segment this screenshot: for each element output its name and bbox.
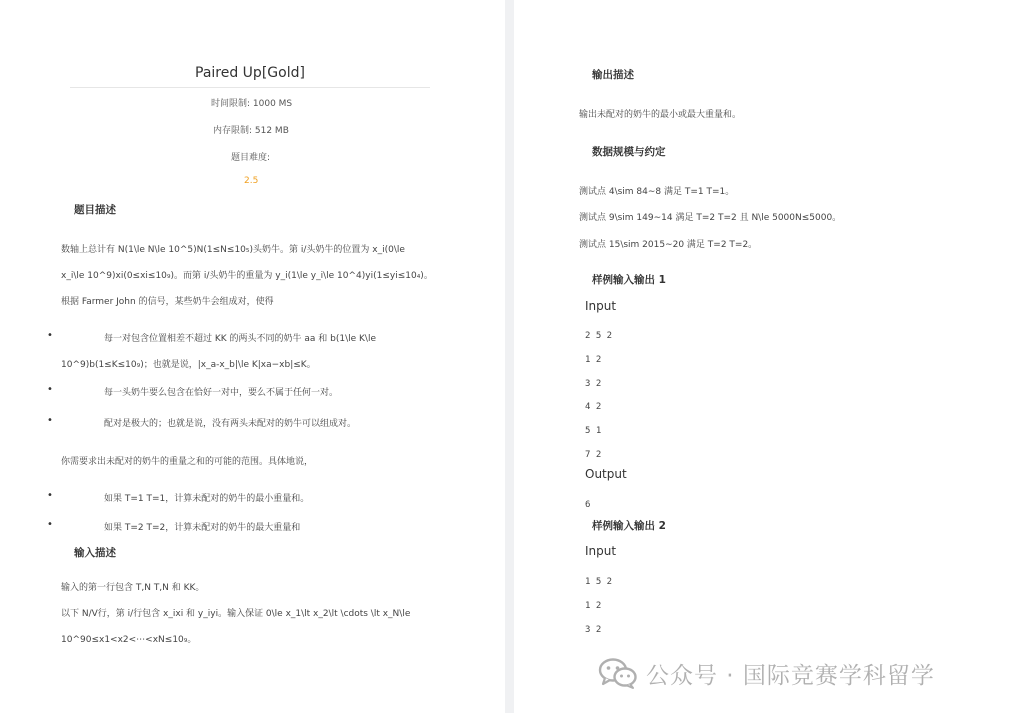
- problem-title: Paired Up[Gold]: [195, 65, 305, 81]
- output-description: 输出未配对的奶牛的最小或最大重量和。: [579, 110, 742, 120]
- section-input-heading: 输入描述: [74, 547, 116, 559]
- description-line-3: 根据 Farmer John 的信号，某些奶牛会组成对，使得: [61, 297, 274, 307]
- sample1-input-line: 7 2: [585, 450, 602, 460]
- sample1-input-label: Input: [585, 299, 617, 313]
- sample2-heading: 样例输入输出 2: [592, 520, 666, 532]
- sample1-heading: 样例输入输出 1: [592, 274, 666, 286]
- left-page: [0, 0, 505, 713]
- input-line-2: 以下 N/V行，第 i/行包含 x_ixi 和 y_iyi。输入保证 0\le x_1\lt x_2\lt \cdots \lt x_N\le: [61, 609, 411, 619]
- title-divider: [70, 87, 430, 88]
- sample1-output-line: 6: [585, 500, 591, 510]
- watermark: [598, 656, 935, 690]
- sample1-input-line: 1 2: [585, 355, 602, 365]
- sample2-input-line: 3 2: [585, 625, 602, 635]
- bullet-t1: 如果 T=1 T=1，计算未配对的奶牛的最小重量和。: [104, 494, 310, 504]
- input-line-3: 10^90≤x1<x2<⋯<xN≤10₉。: [61, 635, 197, 645]
- sample1-input-line: 3 2: [585, 379, 602, 389]
- description-line-2: x_i\le 10^9)xi(0≤xi≤10₉)。而第 i/头奶牛的重量为 y_i(1\le y_i\le 10^4)yi(1≤yi≤10₄)。: [61, 271, 433, 281]
- bullet-item-3: 配对是极大的；也就是说，没有两头未配对的奶牛可以组成对。: [104, 419, 357, 429]
- bullet-dot: •: [47, 415, 53, 426]
- watermark-text: 公众号 · 国际竞赛学科留学: [646, 662, 935, 689]
- sample1-input-line: 2 5 2: [585, 331, 613, 341]
- bullet-dot: •: [47, 330, 53, 341]
- limit-line-2: 测试点 9\sim 149∼14 满足 T=2 T=2 且 N\le 5000N≤5000。: [579, 213, 842, 223]
- bullet-dot: •: [47, 384, 53, 395]
- sample2-input-line: 1 2: [585, 601, 602, 611]
- time-limit: 时间限制: 1000 MS: [211, 99, 293, 109]
- bullet-item-1-line-1: 每一对包含位置相差不超过 KK 的两头不同的奶牛 aa 和 b(1\le K\le: [104, 334, 376, 344]
- limit-line-1: 测试点 4\sim 84∼8 满足 T=1 T=1。: [579, 187, 735, 197]
- memory-limit: 内存限制: 512 MB: [213, 126, 289, 136]
- sample1-output-label: Output: [585, 467, 627, 481]
- input-line-1: 输入的第一行包含 T,N T,N 和 KK。: [61, 583, 205, 593]
- sample1-input-line: 4 2: [585, 402, 602, 412]
- right-page: [514, 0, 1024, 713]
- sample2-input-line: 1 5 2: [585, 577, 613, 587]
- section-limits-heading: 数据规模与约定: [592, 146, 666, 158]
- bullet-item-2: 每一头奶牛要么包含在恰好一对中，要么不属于任何一对。: [104, 388, 339, 398]
- sample1-input-line: 5 1: [585, 426, 602, 436]
- bullet-t2: 如果 T=2 T=2，计算未配对的奶牛的最大重量和: [104, 523, 301, 533]
- range-intro: 你需要求出未配对的奶牛的重量之和的可能的范围。具体地说，: [61, 457, 314, 467]
- bullet-dot: •: [47, 490, 53, 501]
- bullet-item-1-line-2: 10^9)b(1≤K≤10₉)；也就是说，|x_a-x_b|\le K|xa−xb|≤K。: [61, 360, 316, 370]
- limit-line-3: 测试点 15\sim 2015∼20 满足 T=2 T=2。: [579, 240, 758, 250]
- section-output-heading: 输出描述: [592, 69, 634, 81]
- section-description-heading: 题目描述: [74, 204, 116, 216]
- wechat-icon: [598, 657, 638, 689]
- sample2-input-label: Input: [585, 544, 617, 558]
- difficulty-value: 2.5: [244, 176, 259, 186]
- bullet-dot: •: [47, 519, 53, 530]
- difficulty-label: 题目难度:: [231, 153, 271, 163]
- description-line-1: 数轴上总计有 N(1\le N\le 10^5)N(1≤N≤10₅)头奶牛。第 i/头奶牛的位置为 x_i(0\le: [61, 245, 405, 255]
